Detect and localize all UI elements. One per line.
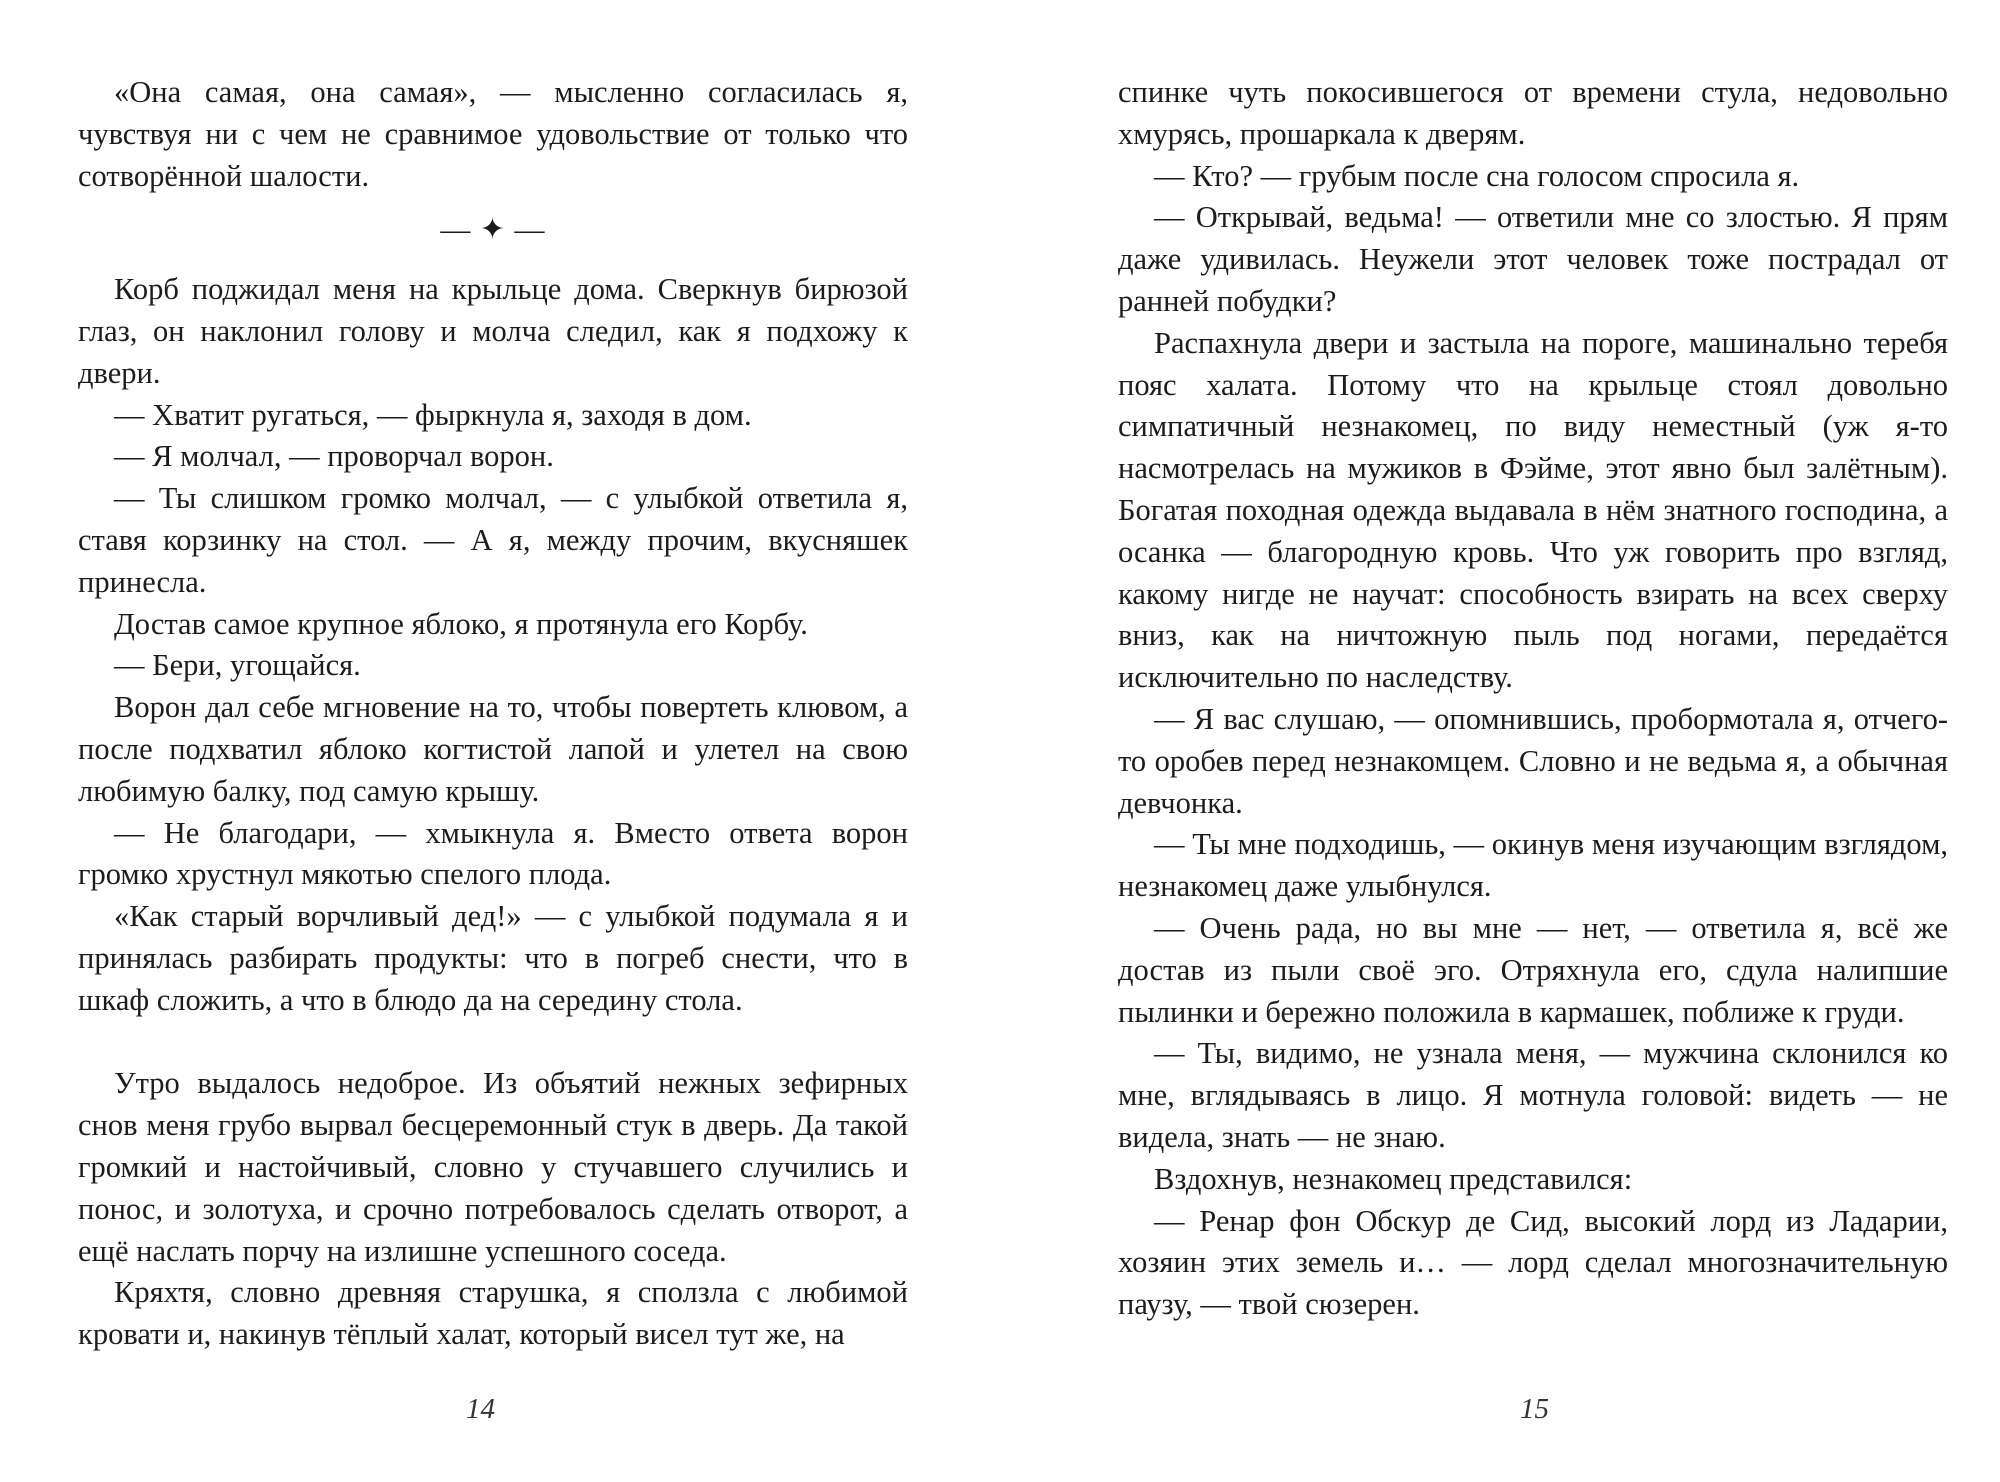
left-para-4: — Я молчал, — проворчал ворон. — [114, 439, 554, 474]
left-para-5: — Ты слишком громко молчал, — с улыбкой ответила я, ставя корзинку на стол. — А я, между прочим, вкусняшек принесла. — [78, 481, 908, 599]
right-para-4: — Я вас слушаю, — опомнившись, пробормотала я, отчего-то оробев перед незнакомцем. Словно и не ведьма я, а обычная девчонка. — [1118, 701, 1948, 820]
left-para-2: Корб поджидал меня на крыльце дома. Сверкнув бирюзой глаз, он наклонил голову и молча следил, как я подхожу к двери. — [78, 272, 908, 390]
section-divider: — ✦ — — [440, 213, 546, 247]
right-para-8: Вздохнув, незнакомец представился: — [1154, 1161, 1633, 1196]
right-para-3: Распахнула двери и застыла на пороге, машинально теребя пояс халата. Потому что на крыльце стоял довольно симпатичный незнакомец, по виду неместный (уж я-то насмотрелась на мужиков в Фэйме, этот явно был залётным). Богатая походная одежда выдавала в нём знатного господина, а осанка — благородную кровь. Что уж говорить про взгляд, какому нигде не научат: способность взирать на всех сверху вниз, как на ничтожную пыль под ногами, передаётся исключительно по наследству. — [1118, 325, 1948, 695]
right-para-6: — Очень рада, но вы мне — нет, — ответила я, всё же достав из пыли своё эго. Отряхнула его, сдула налипшие пылинки и бережно положила в кармашек, поближе к груди. — [1118, 910, 1948, 1029]
left-page — [78, 72, 908, 1356]
left-para-8: Ворон дал себе мгновение на то, чтобы повертеть клювом, а после подхватил яблоко когтистой лапой и улетел на свою любимую балку, под самую крышу. — [78, 690, 908, 808]
left-para-3: — Хватит ругаться, — фыркнула я, заходя в дом. — [114, 397, 752, 432]
left-para-9: — Не благодари, — хмыкнула я. Вместо ответа ворон громко хрустнул мякотью спелого плода. — [78, 815, 908, 892]
right-para-7: — Ты, видимо, не узнала меня, — мужчина склонился ко мне, вглядываясь в лицо. Я мотнула головой: видеть — не видела, знать — не знаю. — [1118, 1036, 1948, 1154]
left-para-12: Кряхтя, словно древняя старушка, я сползла с любимой кровати и, накинув тёплый халат, который висел тут же, на — [78, 1275, 908, 1352]
right-para-9: — Ренар фон Обскур де Сид, высокий лорд из Ладарии, хозяин этих земель и… — лорд сделал многозначительную паузу, — твой сюзерен. — [1118, 1203, 1948, 1322]
left-para-11: Утро выдалось недоброе. Из объятий нежных зефирных снов меня грубо вырвал бесцеремонный стук в дверь. Да такой громкий и настойчивый, словно у стучавшего случились и понос, и золотуха, и срочно потребовалось сделать отворот, а ещё наслать порчу на излишне успешного соседа. — [78, 1066, 908, 1268]
right-para-2: — Открывай, ведьма! — ответили мне со злостью. Я прям даже удивилась. Неужели этот человек тоже пострадал от ранней побудки? — [1118, 200, 1948, 318]
left-para-1: «Она самая, она самая», — мысленно согласилась я, чувствуя ни с чем не сравнимое удовольствие от только что сотворённой шалости. — [78, 75, 908, 193]
page-number-right: 15 — [1520, 1393, 1549, 1425]
right-page — [1118, 72, 1948, 1326]
right-continuation: спинке чуть покосившегося от времени стула, недовольно хмурясь, прошаркала к дверям. — [1118, 75, 1948, 151]
left-para-10: «Как старый ворчливый дед!» — с улыбкой подумала я и принялась разбирать продукты: что в погреб снести, что в шкаф сложить, а что в блюдо да на середину стола. — [78, 899, 908, 1017]
page-number-left: 14 — [466, 1393, 495, 1425]
left-para-7: — Бери, угощайся. — [114, 648, 361, 683]
left-para-6: Достав самое крупное яблоко, я протянула его Корбу. — [114, 606, 808, 641]
right-para-5: — Ты мне подходишь, — окинув меня изучающим взглядом, незнакомец даже улыбнулся. — [1118, 827, 1948, 904]
right-para-1: — Кто? — грубым после сна голосом спросила я. — [1154, 158, 1800, 193]
scene-break-space — [78, 1022, 908, 1064]
